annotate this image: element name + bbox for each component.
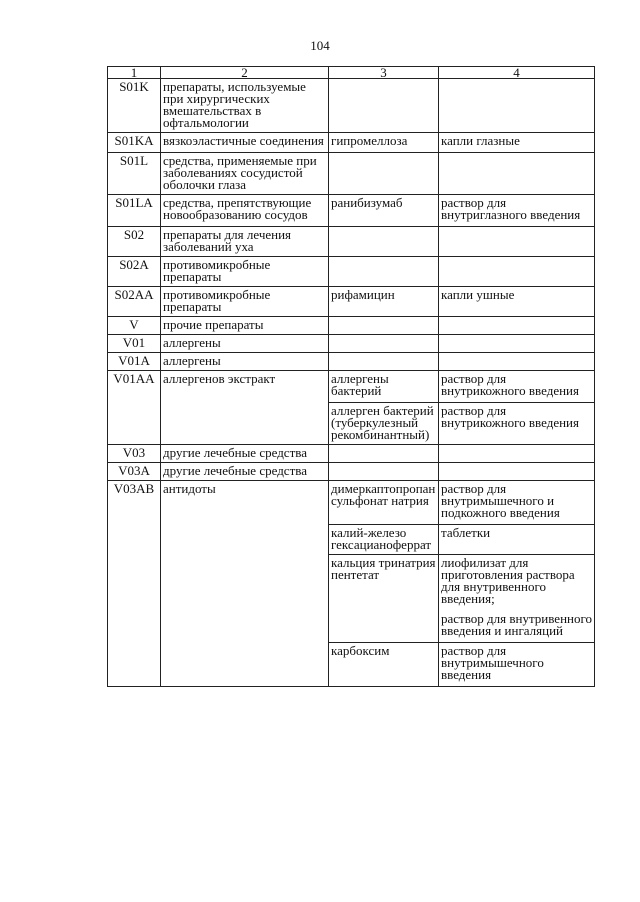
atc-code-cell: V03 xyxy=(108,445,161,463)
drug-name-cell: аллергены бактерий xyxy=(329,371,439,403)
table-row xyxy=(108,335,595,353)
group-name-cell: аллергены xyxy=(161,353,329,371)
dosage-form-cell xyxy=(439,371,595,403)
dosage-form-text: раствор для внутрикожного введения xyxy=(441,371,579,398)
group-name-cell: противомикробные препараты xyxy=(161,287,329,317)
group-name-cell: препараты для лечения заболеваний уха xyxy=(161,227,329,257)
dosage-form-text: раствор для внутримышечного введения xyxy=(441,643,544,682)
dosage-form-cell xyxy=(439,335,595,353)
atc-code-cell: S01LA xyxy=(108,195,161,227)
dosage-form-cell xyxy=(439,317,595,335)
group-name-cell: аллергены xyxy=(161,335,329,353)
dosage-form-text: таблетки xyxy=(441,525,491,540)
drug-name-cell xyxy=(329,463,439,481)
dosage-form-text: капли глазные xyxy=(441,133,520,148)
table-row xyxy=(108,153,595,195)
drug-name-cell xyxy=(329,353,439,371)
drug-name-cell xyxy=(329,335,439,353)
table-row xyxy=(108,195,595,227)
group-name-cell: средства, препятствующие новообразованию сосудов xyxy=(161,195,329,227)
drug-name-cell xyxy=(329,153,439,195)
atc-code-cell: S01KA xyxy=(108,133,161,153)
drug-name-cell: гипромеллоза xyxy=(329,133,439,153)
table-row xyxy=(108,371,595,403)
group-name-cell: аллергенов экстракт xyxy=(161,371,329,445)
table-row xyxy=(108,287,595,317)
group-name-cell: антидоты xyxy=(161,481,329,687)
dosage-form-cell xyxy=(439,133,595,153)
drug-name-cell xyxy=(329,317,439,335)
dosage-form-text: лиофилизат для приготовления раствора для внутривенного введения; xyxy=(441,555,575,606)
atc-code-cell: V01AA xyxy=(108,371,161,445)
dosage-form-text: капли ушные xyxy=(441,287,515,302)
header-cell: 4 xyxy=(439,67,595,79)
group-name-cell: другие лечебные средства xyxy=(161,463,329,481)
drug-name-cell: калий-железо гексацианоферрат xyxy=(329,525,439,555)
dosage-form-cell xyxy=(439,153,595,195)
atc-code-cell: V01A xyxy=(108,353,161,371)
dosage-form-cell xyxy=(439,353,595,371)
table-row xyxy=(108,257,595,287)
atc-code-cell: S02AA xyxy=(108,287,161,317)
drug-table xyxy=(107,66,595,687)
table-row xyxy=(108,353,595,371)
group-name-cell: препараты, используемые при хирургических вмешательствах в офтальмологии xyxy=(161,79,329,133)
drug-name-cell xyxy=(329,227,439,257)
drug-name-cell xyxy=(329,79,439,133)
atc-code-cell: S02 xyxy=(108,227,161,257)
group-name-cell: другие лечебные средства xyxy=(161,445,329,463)
dosage-form-cell xyxy=(439,287,595,317)
drug-name-cell: аллерген бактерий (туберкулезный рекомбинантный) xyxy=(329,403,439,445)
drug-name-cell: димеркаптопропансульфонат натрия xyxy=(329,481,439,525)
group-name-cell: средства, применяемые при заболеваниях сосудистой оболочки глаза xyxy=(161,153,329,195)
drug-name-cell: ранибизумаб xyxy=(329,195,439,227)
atc-code-cell: V xyxy=(108,317,161,335)
dosage-form-text: раствор для внутримышечного и подкожного введения xyxy=(441,481,560,520)
table-row xyxy=(108,227,595,257)
drug-name-cell: кальция тринатрия пентетат xyxy=(329,555,439,643)
drug-name-cell xyxy=(329,257,439,287)
dosage-form-cell xyxy=(439,463,595,481)
atc-code-cell: V01 xyxy=(108,335,161,353)
group-name-cell: вязкоэластичные соединения xyxy=(161,133,329,153)
drug-name-cell xyxy=(329,445,439,463)
table-row xyxy=(108,445,595,463)
header-cell: 2 xyxy=(161,67,329,79)
atc-code-cell: V03AB xyxy=(108,481,161,687)
dosage-form-cell xyxy=(439,555,595,643)
table-body xyxy=(108,79,595,687)
dosage-form-text: раствор для внутривенного введения и ингаляций xyxy=(441,611,592,638)
header-cell: 3 xyxy=(329,67,439,79)
dosage-form-cell xyxy=(439,445,595,463)
dosage-form-cell xyxy=(439,525,595,555)
table-row xyxy=(108,481,595,525)
dosage-form-cell xyxy=(439,227,595,257)
dosage-form-cell xyxy=(439,643,595,687)
dosage-form-cell xyxy=(439,195,595,227)
table-row xyxy=(108,463,595,481)
drug-name-cell: рифамицин xyxy=(329,287,439,317)
header-cell: 1 xyxy=(108,67,161,79)
page-number: 104 xyxy=(310,38,330,53)
table-row xyxy=(108,317,595,335)
atc-code-cell: V03A xyxy=(108,463,161,481)
drug-name-cell: карбоксим xyxy=(329,643,439,687)
group-name-cell: прочие препараты xyxy=(161,317,329,335)
table-row xyxy=(108,133,595,153)
table-header xyxy=(108,67,595,79)
dosage-form-cell xyxy=(439,79,595,133)
group-name-cell: противомикробные препараты xyxy=(161,257,329,287)
dosage-form-cell xyxy=(439,481,595,525)
dosage-form-text: раствор для внутриглазного введения xyxy=(441,195,581,222)
dosage-form-cell xyxy=(439,403,595,445)
atc-code-cell: S02A xyxy=(108,257,161,287)
atc-code-cell: S01K xyxy=(108,79,161,133)
dosage-form-text: раствор для внутрикожного введения xyxy=(441,403,579,430)
table-row xyxy=(108,79,595,133)
dosage-form-cell xyxy=(439,257,595,287)
atc-code-cell: S01L xyxy=(108,153,161,195)
